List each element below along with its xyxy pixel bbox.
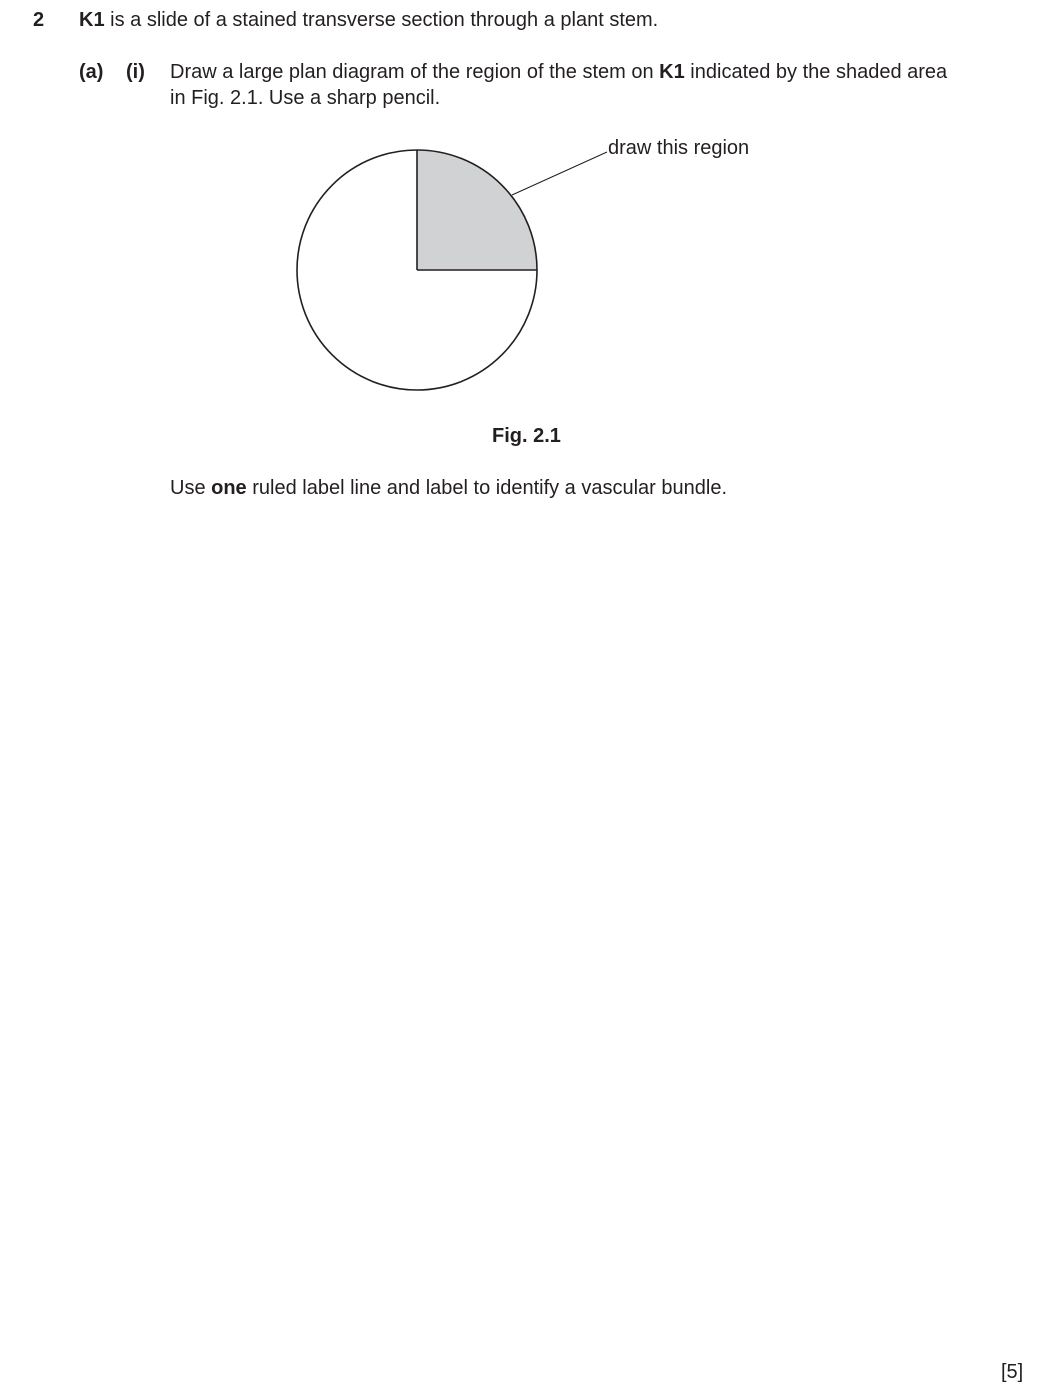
instruction-text-post: indicated by the shaded area [684,61,948,83]
label-instruction-emphasis: one [211,477,247,499]
region-label: draw this region [608,137,750,159]
shaded-quadrant [417,150,537,270]
stem-section-figure [0,0,1059,420]
specimen-code: K1 [79,9,105,31]
marks-allocation: [5] [1001,1361,1024,1383]
part-label: (a) [79,61,104,83]
instruction-line-2: in Fig. 2.1. Use a sharp pencil. [170,87,441,109]
subpart-label: (i) [126,61,145,83]
region-label-line [512,152,607,195]
instruction-text-pre: Draw a large plan diagram of the region of the stem on [170,61,660,83]
label-instruction-post: ruled label line and label to identify a vascular bundle. [246,477,727,499]
label-instruction-pre: Use [170,477,212,499]
question-intro-text: is a slide of a stained transverse section through a plant stem. [104,9,659,31]
figure-caption: Fig. 2.1 [492,425,561,447]
instruction-specimen-code: K1 [659,61,685,83]
label-instruction [170,476,727,500]
question-number: 2 [33,9,45,31]
